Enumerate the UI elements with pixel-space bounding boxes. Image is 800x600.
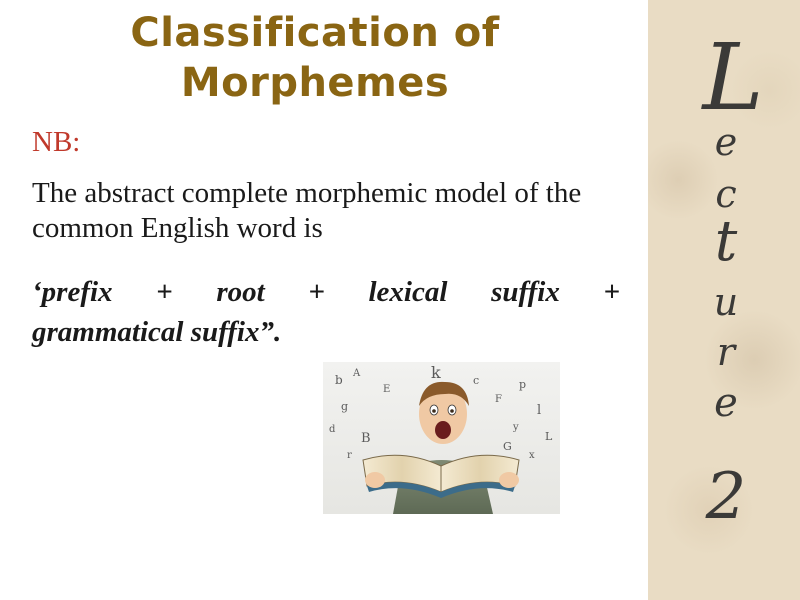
floating-letter: L	[545, 430, 553, 443]
sidebar-letter: e	[714, 380, 738, 426]
formula-token: root	[216, 276, 265, 308]
floating-letter: c	[473, 374, 480, 387]
floating-letter: b	[335, 373, 343, 387]
body-text: The abstract complete morphemic model of the common English word is	[32, 177, 582, 244]
floating-letter: l	[537, 403, 542, 418]
sidebar-letter: t	[714, 209, 738, 274]
sidebar-letter: r	[716, 330, 736, 374]
hand-right	[499, 472, 519, 488]
floating-letter: k	[431, 363, 441, 382]
floating-letter: G	[503, 440, 512, 453]
floating-letter: F	[495, 394, 502, 405]
formula-line-2: grammatical suffix”.	[32, 316, 282, 348]
floating-letter: x	[529, 450, 535, 461]
floating-letter: y	[513, 422, 519, 433]
sidebar-letter: u	[713, 280, 739, 324]
formula-line-1	[32, 272, 620, 312]
sidebar-number: 2	[705, 460, 747, 534]
hand-left	[365, 472, 385, 488]
formula-token: lexical	[368, 276, 448, 308]
floating-letter: g	[341, 400, 349, 413]
boy-reading-book-image	[323, 362, 560, 514]
nb-label: NB:	[32, 126, 81, 158]
formula-token: +	[603, 276, 620, 308]
floating-letter: E	[383, 384, 391, 395]
floating-letter: B	[361, 431, 371, 446]
formula-token: +	[156, 276, 173, 308]
sidebar-letter: e	[714, 120, 738, 164]
floating-letter: d	[329, 424, 336, 435]
formula-token: suffix	[491, 276, 560, 308]
formula-token: ‘prefix	[32, 276, 113, 308]
lecture-sidebar	[648, 0, 800, 600]
sidebar-letter: L	[702, 24, 764, 131]
boy-mouth	[435, 421, 451, 439]
floating-letter: r	[347, 450, 352, 461]
morphemic-formula	[32, 272, 620, 352]
sidebar-letter: c	[715, 172, 737, 216]
formula-token: +	[308, 276, 325, 308]
floating-letter: A	[353, 368, 361, 379]
floating-letter: p	[519, 378, 527, 391]
slide-title: Classification of Morphemes	[130, 10, 500, 106]
